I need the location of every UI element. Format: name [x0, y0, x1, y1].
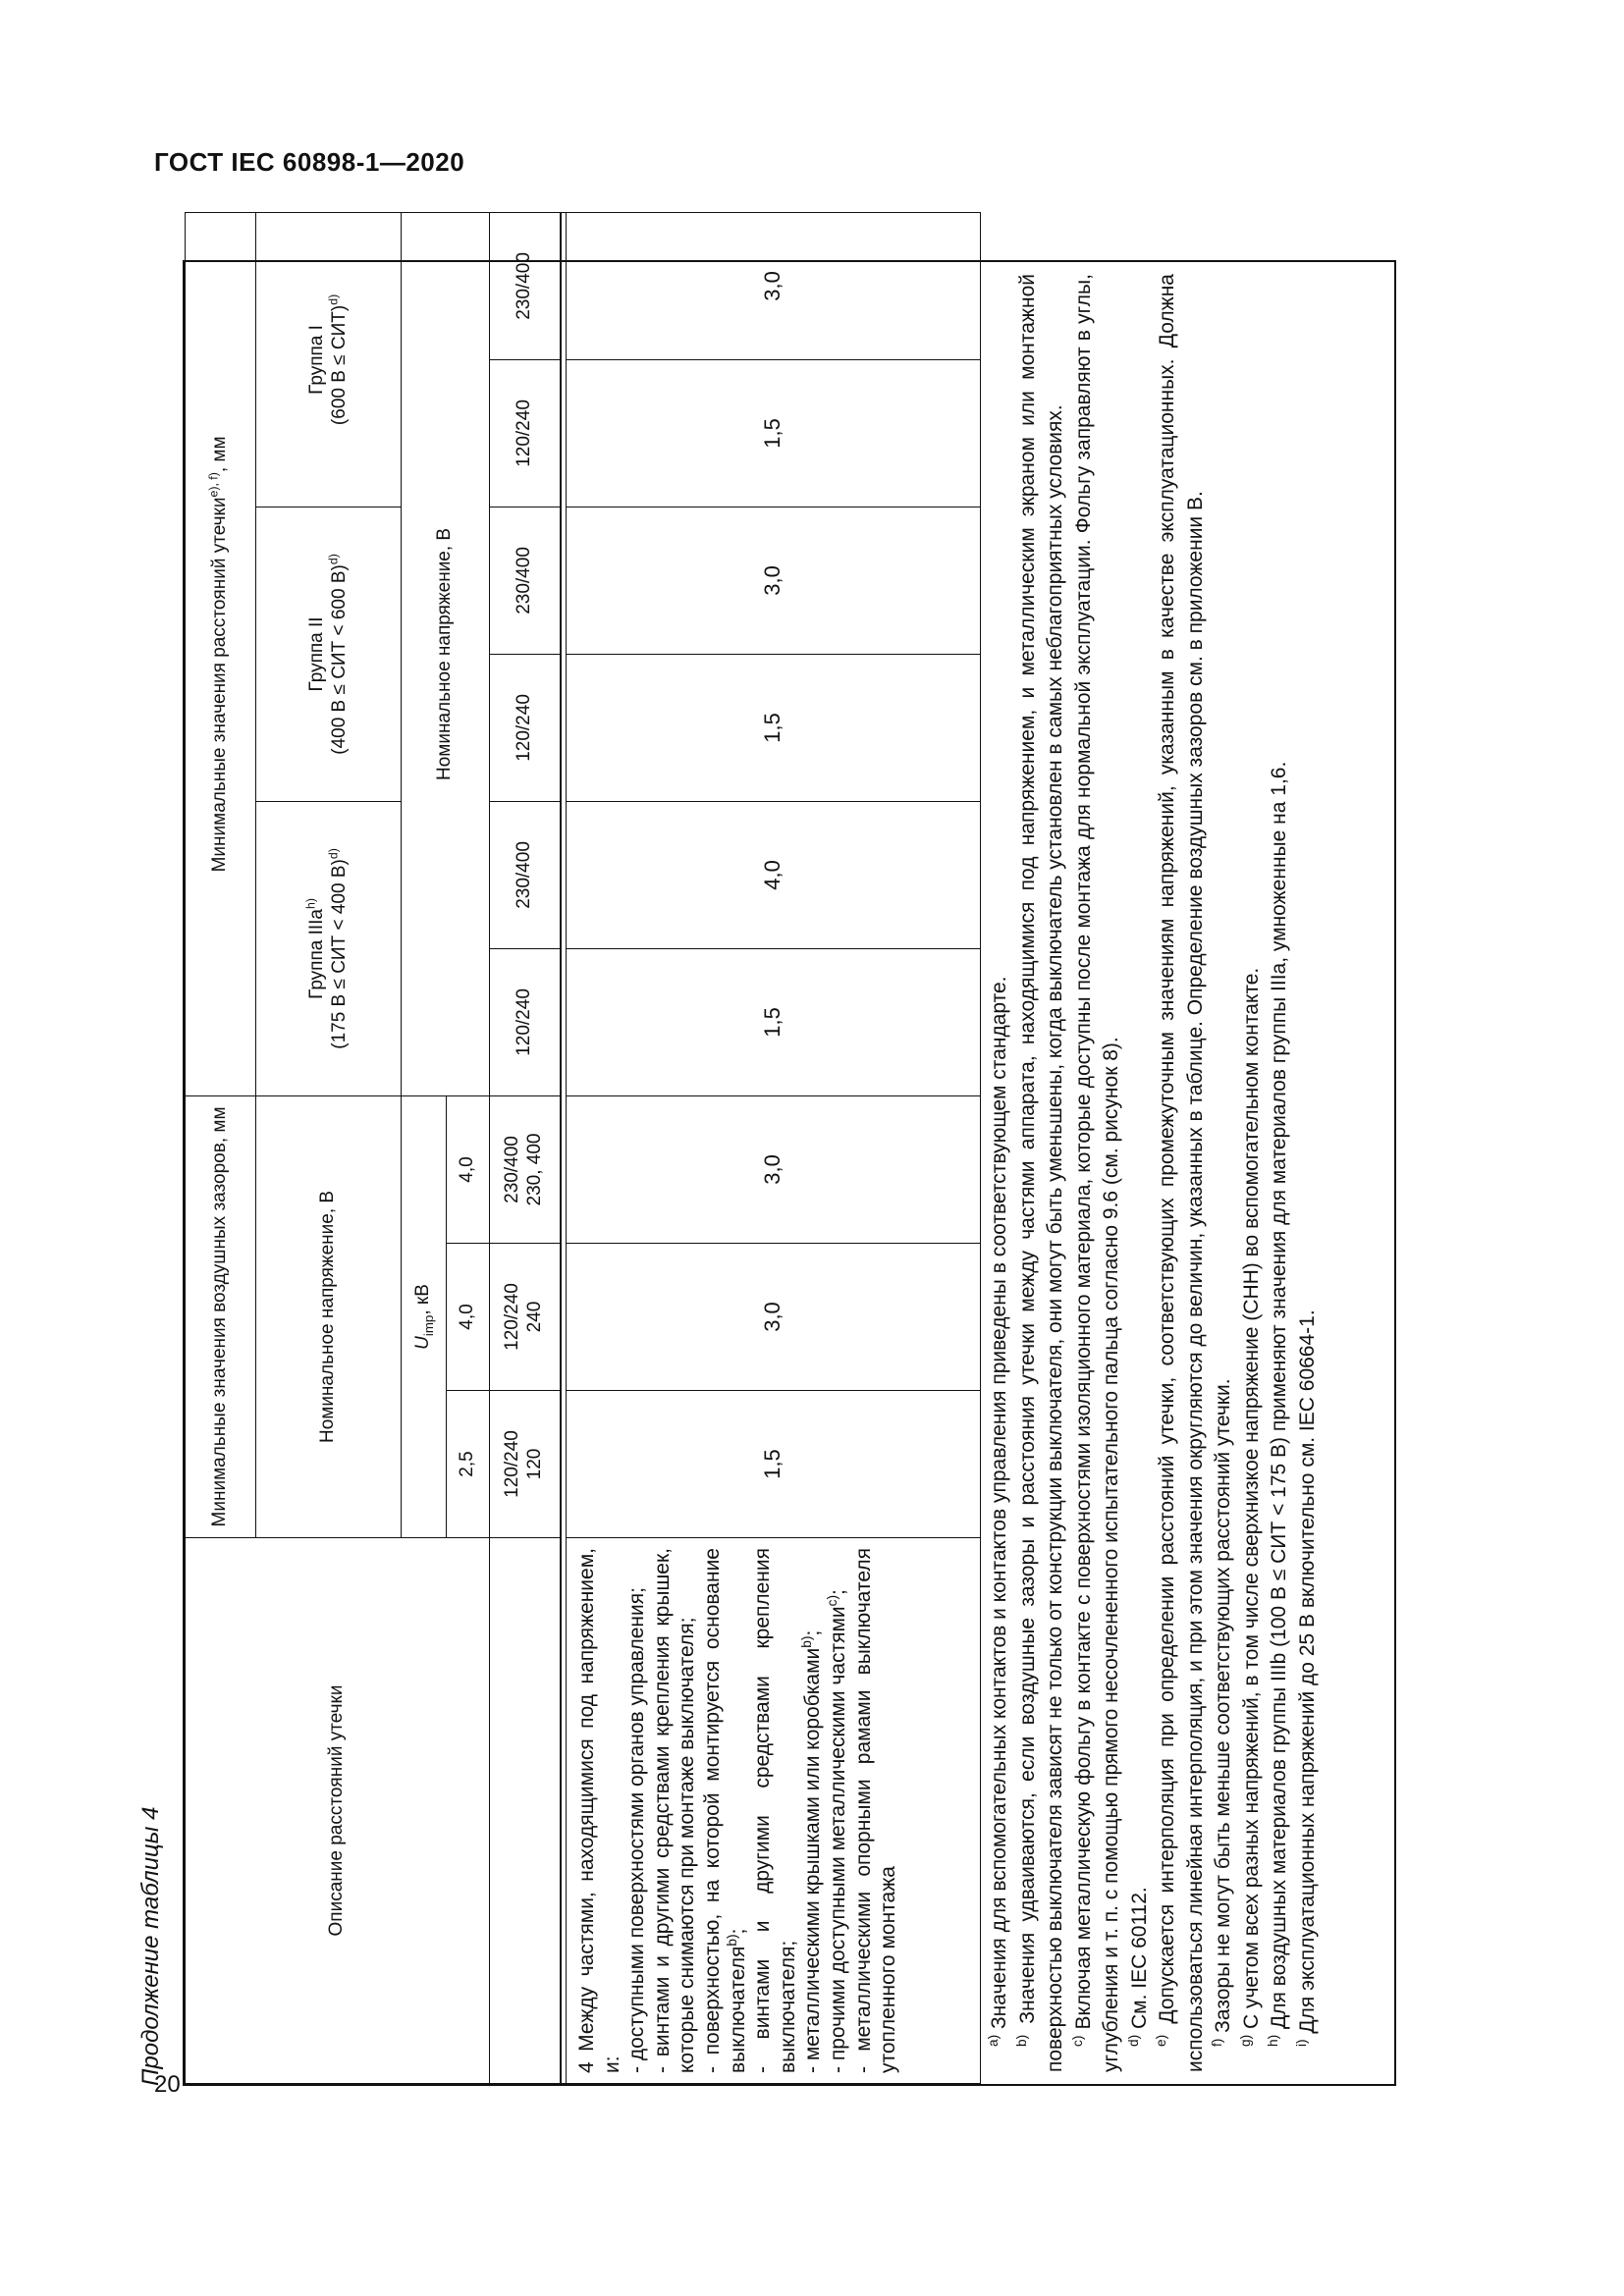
group-iiia-range: (175 В ≤ СИТ < 400 В): [328, 859, 350, 1049]
note-item: [1294, 274, 1323, 2072]
row-item: - винтами и другими средствами крепления крышек, которые снимаются при монтаже выключателя;: [650, 1548, 699, 2073]
note-text: Для воздушных материалов группы IIIb (100 В ≤ СИТ < 175 В) применяют значения для материалов группы IIIa, умноженные на 1,6.: [1268, 761, 1291, 2030]
clearance-value: 3,0: [567, 1244, 981, 1391]
page-number: 20: [154, 2071, 181, 2098]
table-frame: [183, 252, 1396, 2086]
creepage-header-text: Минимальные значения расстояний утечки: [209, 497, 231, 873]
clearance-value: 3,0: [567, 1095, 981, 1243]
row-item-sup: b): [724, 1934, 739, 1947]
creepage-voltage: 230/400: [490, 507, 561, 654]
note-text: Значения удваиваются, если воздушные зазоры и расстояния утечки между частями аппарата, находящимися под напряжением, и металлическим экраном или монтажной поверхностью выключателя зависят не только от конструкции выключателя, они могут быть уменьшены, когда выключатель установлен в самых неблагоприятных условиях.: [1015, 274, 1067, 2072]
creepage-voltage: 230/400: [490, 801, 561, 948]
row-item-sup: b): [799, 1635, 815, 1648]
clearance-value: 1,5: [567, 1391, 981, 1538]
table-caption: Продолжение таблицы 4: [137, 1806, 164, 2086]
creepage-value: 1,5: [567, 948, 981, 1095]
row-item-sup: c): [825, 1594, 840, 1607]
creepage-voltage: 120/240: [490, 359, 561, 507]
note-mark: f): [1210, 2038, 1225, 2047]
group-ii-range-sup: d): [326, 554, 341, 565]
note-item: [1014, 274, 1070, 2072]
note-item: [1266, 274, 1294, 2072]
creepage-header-sup: e), f): [206, 472, 221, 498]
creepage-table: [185, 212, 981, 2084]
row-item: - металлическими крышками или коробками: [801, 1647, 825, 2073]
note-text: Включая металлическую фольгу в контакте с поверхностями изоляционного материала, которые доступны после монтажа для нормальной эксплуатации. Фольгу заправляют в углы, углубления и т. п. с помощью прямого несочлененного испытательного пальца согласно 9.6 (см. рисунок 8).: [1071, 274, 1123, 2072]
creepage-voltage: 230/400: [490, 212, 561, 359]
creepage-header-unit: , мм: [209, 436, 231, 473]
rotated-page-content: [137, 221, 1399, 2086]
creepage-header: [186, 212, 256, 1095]
creepage-voltage: 120/240: [490, 948, 561, 1095]
clearance-voltage-line: 120/240: [502, 1283, 523, 1351]
group-ii-name: Группа II: [305, 616, 327, 692]
uimp-sub: imp: [420, 1314, 436, 1337]
note-mark: a): [986, 2034, 1001, 2047]
group-i-name: Группа I: [305, 325, 327, 395]
note-text: Зазоры не могут быть меньше соответствующих расстояний утечки.: [1212, 1378, 1235, 2033]
group-ii-header: [256, 507, 402, 801]
row-item: - металлическими опорными рамами выключателя утопленного монтажа: [851, 1548, 900, 2073]
clearance-voltage: [490, 1095, 561, 1243]
group-iiia-name: Группа IIIa: [305, 909, 327, 999]
clearance-voltage: [490, 1391, 561, 1538]
row-item: - прочими доступными металлическими частями: [827, 1606, 850, 2073]
group-ii-range: (400 В ≤ СИТ < 600 В): [328, 564, 350, 755]
note-text: См. IEC 60112.: [1127, 1887, 1151, 2030]
col-description-header: Описание расстояний утечки: [186, 1538, 490, 2084]
note-item: [1070, 274, 1126, 2072]
clearance-header: Минимальные значения воздушных зазоров, мм: [186, 1095, 256, 1537]
group-i-range: (600 В ≤ СИТ): [328, 304, 350, 426]
creepage-value: 3,0: [567, 212, 981, 359]
uimp-value: 2,5: [447, 1391, 490, 1538]
table-notes: [978, 262, 1326, 2084]
uimp-value: 4,0: [447, 1244, 490, 1391]
clearance-voltage-line: 240: [524, 1301, 546, 1333]
note-item: [986, 274, 1014, 2072]
document-header: ГОСТ IEC 60898-1—2020: [154, 147, 465, 177]
note-mark: d): [1125, 2034, 1141, 2047]
note-mark: i): [1294, 2039, 1310, 2047]
note-mark: g): [1237, 2034, 1253, 2047]
note-mark: c): [1069, 2035, 1085, 2047]
group-iiia-sup: h): [303, 898, 318, 909]
clearance-rated-voltage: Номинальное напряжение, В: [256, 1095, 402, 1537]
note-mark: e): [1154, 2034, 1169, 2047]
row-item: - поверхностью, на которой монтируется основание выключателя: [701, 1548, 749, 2073]
group-iiia-header: [256, 801, 402, 1095]
note-text: С учетом всех разных напряжений, в том числе сверхнизкое напряжение (СНН) во вспомогательном контакте.: [1239, 967, 1263, 2030]
note-mark: h): [1266, 2034, 1281, 2047]
uimp-value: 4,0: [447, 1095, 490, 1243]
note-text: Для эксплуатационных напряжений до 25 В включительно см. IEC 60664-1.: [1296, 1309, 1320, 2034]
creepage-value: 1,5: [567, 654, 981, 801]
row-description: 4 Между частями, находящимися под напряжением, и: - доступными поверхностями органов управления; - винтами и другими средствами крепления крышек, которые снимаются при монтаже выключателя; - поверхностью, на которой монтируется основание выключателя$^{b)}$; - винтами и другими средствами крепления выключателя; - металлическими крышками или коробками$^{b)}$; - прочими доступными металлическими частями$^{c)}$; - металлическими опорными рамами выключателя утопленного монтажа: [567, 1538, 981, 2084]
note-item: [1238, 274, 1267, 2072]
creepage-value: 3,0: [567, 507, 981, 654]
group-i-header: [256, 212, 402, 507]
row-title: 4 Между частями, находящимися под напряжением, и:: [575, 1548, 623, 2073]
note-item: [1210, 274, 1238, 2072]
note-text: Допускается интерполяция при определении расстояний утечки, соответствующих промежуточным значениям напряжений, указанным в качестве эксплуатационных. Должна использоваться линейная интерполяция, и при этом значения округляются до величин, указанных в таблице. Определение воздушных зазоров см. в приложении В.: [1156, 274, 1207, 2072]
creepage-voltage: 120/240: [490, 654, 561, 801]
group-i-range-sup: d): [326, 294, 341, 305]
clearance-voltage-line: 230, 400: [524, 1133, 546, 1206]
creepage-rated-voltage: Номинальное напряжение, В: [402, 212, 490, 1095]
uimp-unit: , кВ: [412, 1284, 434, 1315]
clearance-voltage: [490, 1244, 561, 1391]
note-mark: b): [1013, 2034, 1029, 2047]
creepage-value: 1,5: [567, 359, 981, 507]
clearance-voltage-line: 120/240: [502, 1430, 523, 1498]
header-spacer: [490, 1538, 561, 2084]
clearance-voltage-line: 230/400: [502, 1136, 523, 1203]
uimp-symbol: U: [412, 1336, 434, 1350]
creepage-value: 4,0: [567, 801, 981, 948]
note-text: Значения для вспомогательных контактов и контактов управления приведены в соответствующем стандарте.: [988, 976, 1010, 2030]
note-item: [1126, 274, 1155, 2072]
group-iiia-range-sup: d): [326, 848, 341, 860]
row-item: - доступными поверхностями органов управления;: [625, 1587, 649, 2073]
row-item: - винтами и другими средствами крепления выключателя;: [751, 1548, 799, 2073]
clearance-voltage-line: 120: [524, 1448, 546, 1480]
uimp-header: [402, 1095, 447, 1537]
note-item: [1154, 274, 1210, 2072]
